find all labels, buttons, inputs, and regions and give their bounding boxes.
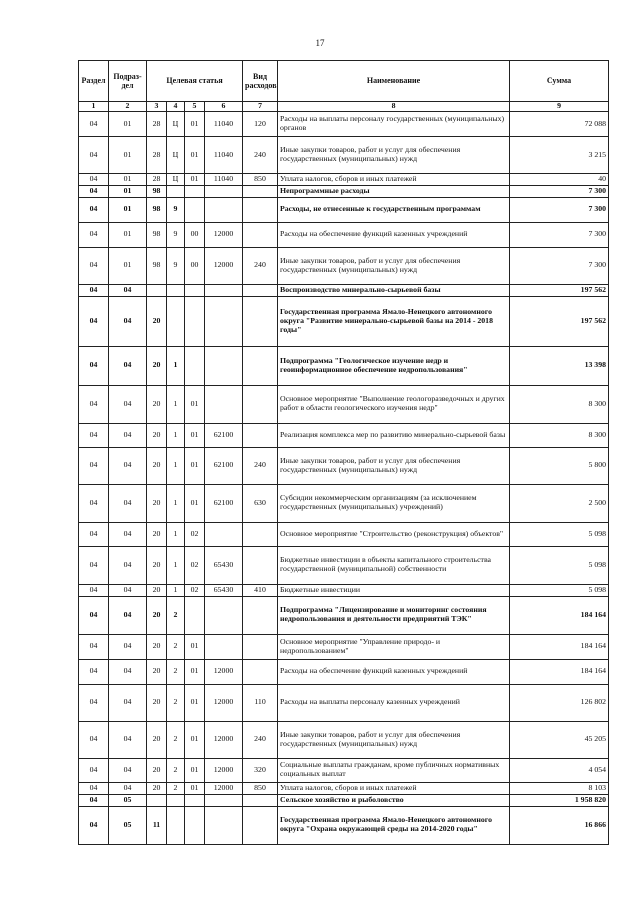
table-row [79,806,609,844]
razdel-cell: 04 [79,447,109,484]
podrazdel-cell: 05 [109,794,147,806]
expense-type-cell [243,423,278,447]
podrazdel-cell: 04 [109,596,147,634]
target-part-2-cell: 9 [167,247,185,284]
target-part-3-cell [185,794,205,806]
razdel-cell: 04 [79,197,109,222]
amount-cell: 40 [510,174,609,186]
amount-cell: 126 802 [510,684,609,721]
podrazdel-cell: 04 [109,634,147,659]
target-part-2-cell: 2 [167,596,185,634]
item-name-cell: Реализация комплекса мер по развитию минерально-сырьевой базы [278,423,510,447]
target-part-2-cell: Ц [167,137,185,174]
table-row [79,247,609,284]
target-part-3-cell: 01 [185,137,205,174]
item-name-cell: Подпрограмма "Геологическое изучение недр и геоинформационное обеспечение недропользования" [278,346,510,385]
target-part-1-cell [147,284,167,296]
expense-type-cell [243,346,278,385]
target-part-4-cell: 12000 [205,684,243,721]
target-part-3-cell: 01 [185,634,205,659]
table-row [79,346,609,385]
target-part-2-cell [167,284,185,296]
item-name-cell: Бюджетные инвестиции [278,584,510,596]
expense-type-cell [243,284,278,296]
expense-type-cell: 850 [243,174,278,186]
table-row [79,112,609,137]
page-number: 17 [315,38,325,48]
expense-type-cell: 110 [243,684,278,721]
table-row [79,447,609,484]
target-part-1-cell: 20 [147,484,167,522]
table-row [79,174,609,186]
table-row [79,659,609,684]
target-part-1-cell: 98 [147,222,167,247]
amount-cell: 197 562 [510,284,609,296]
target-part-1-cell: 11 [147,806,167,844]
target-part-3-cell: 01 [185,174,205,186]
target-part-3-cell: 00 [185,247,205,284]
razdel-cell: 04 [79,659,109,684]
target-part-4-cell: 65430 [205,546,243,584]
target-part-1-cell: 98 [147,185,167,197]
target-part-4-cell [205,596,243,634]
podrazdel-cell: 01 [109,185,147,197]
target-part-4-cell [205,185,243,197]
col-number: 1 [79,102,109,112]
target-part-4-cell: 12000 [205,247,243,284]
col-number: 2 [109,102,147,112]
target-part-3-cell [185,806,205,844]
target-part-2-cell: 1 [167,484,185,522]
amount-cell: 5 098 [510,522,609,546]
target-part-1-cell: 20 [147,758,167,782]
podrazdel-cell: 04 [109,546,147,584]
amount-cell: 16 866 [510,806,609,844]
item-name-cell: Непрограммные расходы [278,185,510,197]
razdel-cell: 04 [79,806,109,844]
target-part-2-cell [167,806,185,844]
table-row [79,522,609,546]
table-row [79,584,609,596]
expense-type-cell [243,634,278,659]
item-name-cell: Расходы, не отнесенные к государственным программам [278,197,510,222]
podrazdel-cell: 01 [109,112,147,137]
item-name-cell: Уплата налогов, сборов и иных платежей [278,174,510,186]
target-part-2-cell: 2 [167,684,185,721]
razdel-cell: 04 [79,782,109,794]
amount-cell: 7 300 [510,185,609,197]
target-part-4-cell [205,296,243,346]
podrazdel-cell: 01 [109,247,147,284]
target-part-4-cell [205,197,243,222]
column-number-row [79,102,609,112]
expense-type-cell: 410 [243,584,278,596]
razdel-cell: 04 [79,794,109,806]
target-part-3-cell: 01 [185,659,205,684]
target-part-4-cell [205,794,243,806]
razdel-cell: 04 [79,185,109,197]
col-number: 6 [205,102,243,112]
header-sum: Сумма [510,61,609,102]
podrazdel-cell: 04 [109,758,147,782]
target-part-3-cell: 02 [185,546,205,584]
item-name-cell: Субсидии некоммерческим организациям (за исключением государственных (муниципальных) учреждений) [278,484,510,522]
target-part-2-cell [167,296,185,346]
target-part-3-cell: 01 [185,484,205,522]
target-part-4-cell: 12000 [205,659,243,684]
target-part-2-cell: 1 [167,346,185,385]
podrazdel-cell: 04 [109,447,147,484]
expense-type-cell [243,185,278,197]
target-part-4-cell [205,806,243,844]
razdel-cell: 04 [79,222,109,247]
expense-type-cell [243,296,278,346]
target-part-3-cell [185,296,205,346]
podrazdel-cell: 04 [109,284,147,296]
expense-type-cell [243,659,278,684]
razdel-cell: 04 [79,174,109,186]
target-part-1-cell: 28 [147,112,167,137]
podrazdel-cell: 04 [109,684,147,721]
item-name-cell: Государственная программа Ямало-Ненецкого автономного округа "Развитие минерально-сырьевой базы на 2014 - 2018 годы" [278,296,510,346]
podrazdel-cell: 04 [109,346,147,385]
table-row [79,137,609,174]
expense-type-cell: 240 [243,447,278,484]
item-name-cell: Иные закупки товаров, работ и услуг для обеспечения государственных (муниципальных) нужд [278,137,510,174]
target-part-2-cell [167,794,185,806]
amount-cell: 8 300 [510,385,609,423]
target-part-1-cell: 20 [147,782,167,794]
amount-cell: 5 098 [510,546,609,584]
target-part-1-cell: 98 [147,197,167,222]
item-name-cell: Воспроизводство минерально-сырьевой базы [278,284,510,296]
item-name-cell: Основное мероприятие "Выполнение геологоразведочных и других работ в области геологического изучения недр" [278,385,510,423]
target-part-3-cell: 01 [185,385,205,423]
col-number: 3 [147,102,167,112]
target-part-2-cell: 9 [167,197,185,222]
header-podrazdel: Подраз-дел [109,61,147,102]
target-part-1-cell: 20 [147,522,167,546]
amount-cell: 184 164 [510,634,609,659]
amount-cell: 2 500 [510,484,609,522]
expense-type-cell [243,197,278,222]
expense-type-cell: 240 [243,721,278,758]
target-part-1-cell: 20 [147,423,167,447]
target-part-1-cell: 20 [147,346,167,385]
target-part-3-cell: 00 [185,222,205,247]
amount-cell: 13 398 [510,346,609,385]
expense-type-cell: 120 [243,112,278,137]
amount-cell: 5 800 [510,447,609,484]
expense-type-cell [243,546,278,584]
expense-type-cell [243,794,278,806]
podrazdel-cell: 04 [109,423,147,447]
item-name-cell: Расходы на выплаты персоналу казенных учреждений [278,684,510,721]
table-row [79,782,609,794]
amount-cell: 4 054 [510,758,609,782]
table-row [79,484,609,522]
target-part-3-cell: 01 [185,684,205,721]
target-part-2-cell: 1 [167,546,185,584]
podrazdel-cell: 01 [109,197,147,222]
table-row [79,197,609,222]
col-number: 8 [278,102,510,112]
target-part-1-cell: 20 [147,659,167,684]
target-part-2-cell: Ц [167,112,185,137]
amount-cell: 197 562 [510,296,609,346]
target-part-1-cell: 28 [147,174,167,186]
target-part-1-cell: 28 [147,137,167,174]
razdel-cell: 04 [79,137,109,174]
target-part-1-cell: 20 [147,684,167,721]
target-part-3-cell [185,284,205,296]
target-part-1-cell: 20 [147,385,167,423]
table-row [79,185,609,197]
target-part-2-cell: 9 [167,222,185,247]
target-part-4-cell: 62100 [205,484,243,522]
col-number: 9 [510,102,609,112]
razdel-cell: 04 [79,423,109,447]
table-row [79,546,609,584]
target-part-2-cell: 2 [167,659,185,684]
item-name-cell: Бюджетные инвестиции в объекты капитального строительства государственной (муниципальной) собственности [278,546,510,584]
expense-type-cell: 240 [243,247,278,284]
budget-table [78,60,609,845]
item-name-cell: Расходы на обеспечение функций казенных учреждений [278,659,510,684]
target-part-1-cell: 20 [147,296,167,346]
target-part-3-cell: 01 [185,423,205,447]
target-part-3-cell [185,185,205,197]
table-header-row [79,61,609,102]
target-part-2-cell: 1 [167,447,185,484]
header-vid: Вид расходов [243,61,278,102]
target-part-1-cell [147,794,167,806]
target-part-4-cell: 12000 [205,721,243,758]
expense-type-cell: 320 [243,758,278,782]
razdel-cell: 04 [79,634,109,659]
podrazdel-cell: 04 [109,782,147,794]
target-part-2-cell: 1 [167,522,185,546]
podrazdel-cell: 04 [109,522,147,546]
col-number: 7 [243,102,278,112]
target-part-2-cell [167,185,185,197]
target-part-4-cell: 12000 [205,222,243,247]
target-part-3-cell: 02 [185,584,205,596]
target-part-4-cell: 62100 [205,423,243,447]
razdel-cell: 04 [79,247,109,284]
amount-cell: 72 088 [510,112,609,137]
expense-type-cell [243,596,278,634]
item-name-cell: Государственная программа Ямало-Ненецкого автономного округа "Охрана окружающей среды на 2014-2020 годы" [278,806,510,844]
amount-cell: 7 300 [510,247,609,284]
table-row [79,794,609,806]
target-part-1-cell: 98 [147,247,167,284]
table-row [79,684,609,721]
razdel-cell: 04 [79,484,109,522]
expense-type-cell [243,385,278,423]
razdel-cell: 04 [79,284,109,296]
item-name-cell: Социальные выплаты гражданам, кроме публичных нормативных социальных выплат [278,758,510,782]
podrazdel-cell: 04 [109,721,147,758]
col-number: 4 [167,102,185,112]
target-part-4-cell [205,522,243,546]
target-part-2-cell: Ц [167,174,185,186]
podrazdel-cell: 01 [109,137,147,174]
target-part-3-cell: 01 [185,112,205,137]
target-part-3-cell: 02 [185,522,205,546]
razdel-cell: 04 [79,546,109,584]
item-name-cell: Иные закупки товаров, работ и услуг для обеспечения государственных (муниципальных) нужд [278,447,510,484]
podrazdel-cell: 04 [109,296,147,346]
amount-cell: 45 205 [510,721,609,758]
podrazdel-cell: 04 [109,484,147,522]
podrazdel-cell: 04 [109,584,147,596]
item-name-cell: Основное мероприятие "Управление природо- и недропользованием" [278,634,510,659]
razdel-cell: 04 [79,385,109,423]
amount-cell: 5 098 [510,584,609,596]
target-part-4-cell: 11040 [205,112,243,137]
table-row [79,721,609,758]
table-body [79,112,609,845]
expense-type-cell: 630 [243,484,278,522]
target-part-2-cell: 2 [167,758,185,782]
expense-type-cell [243,522,278,546]
target-part-2-cell: 1 [167,423,185,447]
item-name-cell: Иные закупки товаров, работ и услуг для обеспечения государственных (муниципальных) нужд [278,247,510,284]
target-part-2-cell: 1 [167,385,185,423]
target-part-4-cell: 11040 [205,137,243,174]
header-target: Целевая статья [147,61,243,102]
table-row [79,385,609,423]
amount-cell: 184 164 [510,659,609,684]
item-name-cell: Сельское хозяйство и рыболовство [278,794,510,806]
amount-cell: 8 103 [510,782,609,794]
target-part-3-cell: 01 [185,447,205,484]
podrazdel-cell: 04 [109,659,147,684]
target-part-4-cell: 12000 [205,758,243,782]
razdel-cell: 04 [79,596,109,634]
expense-type-cell: 850 [243,782,278,794]
razdel-cell: 04 [79,758,109,782]
target-part-2-cell: 2 [167,634,185,659]
item-name-cell: Расходы на выплаты персоналу государственных (муниципальных) органов [278,112,510,137]
target-part-3-cell: 01 [185,758,205,782]
target-part-4-cell: 11040 [205,174,243,186]
podrazdel-cell: 01 [109,174,147,186]
razdel-cell: 04 [79,346,109,385]
target-part-1-cell: 20 [147,634,167,659]
target-part-2-cell: 2 [167,721,185,758]
amount-cell: 3 215 [510,137,609,174]
target-part-3-cell [185,346,205,385]
target-part-3-cell [185,596,205,634]
table-row [79,758,609,782]
amount-cell: 1 958 820 [510,794,609,806]
target-part-4-cell [205,385,243,423]
target-part-1-cell: 20 [147,447,167,484]
col-number: 5 [185,102,205,112]
razdel-cell: 04 [79,721,109,758]
podrazdel-cell: 04 [109,385,147,423]
target-part-4-cell: 62100 [205,447,243,484]
razdel-cell: 04 [79,684,109,721]
table-row [79,222,609,247]
table-row [79,634,609,659]
target-part-4-cell [205,634,243,659]
expense-type-cell [243,222,278,247]
razdel-cell: 04 [79,112,109,137]
razdel-cell: 04 [79,296,109,346]
table-row [79,596,609,634]
item-name-cell: Основное мероприятие "Строительство (реконструкция) объектов" [278,522,510,546]
target-part-2-cell: 1 [167,584,185,596]
item-name-cell: Расходы на обеспечение функций казенных учреждений [278,222,510,247]
amount-cell: 7 300 [510,222,609,247]
expense-type-cell [243,806,278,844]
target-part-4-cell [205,346,243,385]
target-part-3-cell [185,197,205,222]
target-part-4-cell [205,284,243,296]
item-name-cell: Подпрограмма "Лицензирование и мониторинг состояния недропользования и деятельности предприятий ТЭК" [278,596,510,634]
target-part-2-cell: 2 [167,782,185,794]
item-name-cell: Иные закупки товаров, работ и услуг для обеспечения государственных (муниципальных) нужд [278,721,510,758]
amount-cell: 8 300 [510,423,609,447]
podrazdel-cell: 01 [109,222,147,247]
razdel-cell: 04 [79,522,109,546]
target-part-4-cell: 65430 [205,584,243,596]
target-part-1-cell: 20 [147,546,167,584]
target-part-1-cell: 20 [147,596,167,634]
amount-cell: 7 300 [510,197,609,222]
header-name: Наименование [278,61,510,102]
razdel-cell: 04 [79,584,109,596]
target-part-3-cell: 01 [185,782,205,794]
header-razdel: Раздел [79,61,109,102]
target-part-1-cell: 20 [147,584,167,596]
table-row [79,284,609,296]
expense-type-cell: 240 [243,137,278,174]
amount-cell: 184 164 [510,596,609,634]
table-row [79,423,609,447]
table-row [79,296,609,346]
item-name-cell: Уплата налогов, сборов и иных платежей [278,782,510,794]
podrazdel-cell: 05 [109,806,147,844]
target-part-3-cell: 01 [185,721,205,758]
target-part-1-cell: 20 [147,721,167,758]
target-part-4-cell: 12000 [205,782,243,794]
